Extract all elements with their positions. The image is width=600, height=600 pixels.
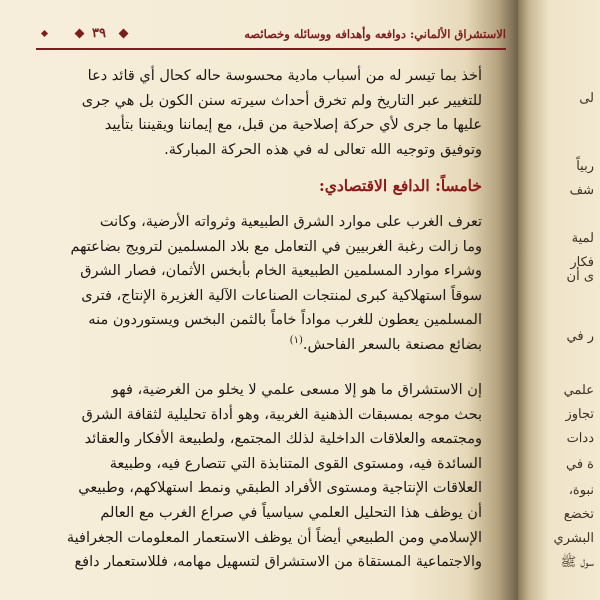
facing-page-fragment: فكار — [570, 255, 594, 270]
facing-page-fragment: ددات — [566, 431, 594, 446]
page-number: ٣٩ — [92, 26, 106, 41]
text-line: أن يوظف هذا التحليل العلمي سياسياً في صراع الغرب مع العالم — [100, 504, 482, 521]
running-header — [36, 26, 506, 46]
text-line: عليها ما جرى لأي حركة إصلاحية من قبل، مع إيماننا ويقيننا بتأييد — [104, 117, 482, 134]
ornament-diamond-icon — [41, 30, 48, 37]
running-header-title: الاستشراق الألماني: دوافعه وأهدافه ووسائله وخصائصه — [244, 27, 506, 41]
text-line: والاجتماعية المستقاة من الاستشراق لتسهيل مهامه، فللاستعمار دافع — [74, 554, 482, 571]
facing-page-fragment: لى — [579, 91, 594, 106]
facing-page-fragment: ى أن — [566, 269, 594, 284]
facing-page-fragment: تجاوز — [565, 407, 594, 422]
text-line: العلاقات الإنتاجية ومستوى الأفراد الطبقي ونمط استهلاكهم، وطبيعي — [78, 480, 482, 497]
text-line: أخذ بما تيسر له من أسباب مادية محسوسة حاله كحال أي قائد دعا — [87, 68, 482, 84]
facing-page-fragment: علمي — [563, 383, 594, 398]
paragraph-continuation — [38, 64, 482, 162]
text-line: للتغيير عبر التاريخ ولم تخرق أحداث سيرته سنن الكون بل هي جرى — [81, 92, 482, 109]
facing-page-fragment: شف — [569, 183, 594, 198]
text-line-content: بضائع مصنعة بالسعر الفاحش. — [302, 336, 482, 353]
section-heading: خامساً: الدافع الاقتصادي: — [319, 176, 482, 195]
facing-page-fragment: ة في — [566, 457, 594, 472]
text-line: ومجتمعه والعلاقات الداخلية لذلك المجتمع، ولطبيعة الأفكار والعقائد — [84, 431, 482, 448]
paragraph-orientalism — [38, 378, 482, 575]
header-divider — [36, 48, 506, 50]
facing-page-fragment: البشري — [553, 531, 594, 546]
text-line — [38, 333, 482, 358]
facing-page-fragment: تخضع — [563, 507, 594, 522]
footnote-marker[interactable]: (١) — [289, 335, 303, 347]
facing-page-fragment: سول ﷺ — [560, 555, 594, 570]
text-line: وما زالت رغبة الغربيين في التعامل مع بلاد المسلمين لترويج بضاعتهم — [70, 238, 482, 255]
facing-page-fragment: نبوة، — [568, 483, 594, 498]
text-line: الإسلامي ومن الطبيعي أيضاً أن يوظف الاستعمار المعلومات الجغرافية — [66, 529, 482, 546]
text-line: السائدة فيه، ومستوى القوى المتنابذة التي تتصارع فيه، وطبيعة — [109, 455, 482, 472]
facing-page — [518, 0, 600, 600]
ornament-diamond-icon — [75, 29, 85, 39]
text-line: وشراء موارد المسلمين الطبيعية الخام بأبخس الأثمان، فصار الشرق — [80, 263, 482, 280]
text-line: المسلمين يعطون للغرب مواداً خاماً بالثمن البخس ويستوردون منه — [88, 312, 482, 329]
text-line: بحث موجه بمسبقات الذهنية الغربية، وهو أداة تحليلية لثقافة الشرق — [81, 406, 482, 423]
paragraph-economic-motive — [38, 210, 482, 358]
text-line: سوقاً استهلاكية كبرى لمنتجات الصناعات الآلية الغزيرة الإنتاج، فترى — [81, 287, 482, 304]
facing-page-fragment: لمية — [571, 231, 594, 246]
text-line: إن الاستشراق ما هو إلا مسعى علمي لا يخلو من الغرضية، فهو — [111, 382, 482, 398]
facing-page-fragment: ر في — [566, 329, 594, 344]
ornament-diamond-icon — [119, 29, 129, 39]
text-line: تعرف الغرب على موارد الشرق الطبيعية وثرواته الأرضية، وكانت — [99, 214, 482, 230]
text-line: وتوفيق وتوجيه الله تعالى له في هذه الحركة المباركة. — [164, 141, 482, 158]
facing-page-fragment: ربياً — [576, 159, 594, 174]
